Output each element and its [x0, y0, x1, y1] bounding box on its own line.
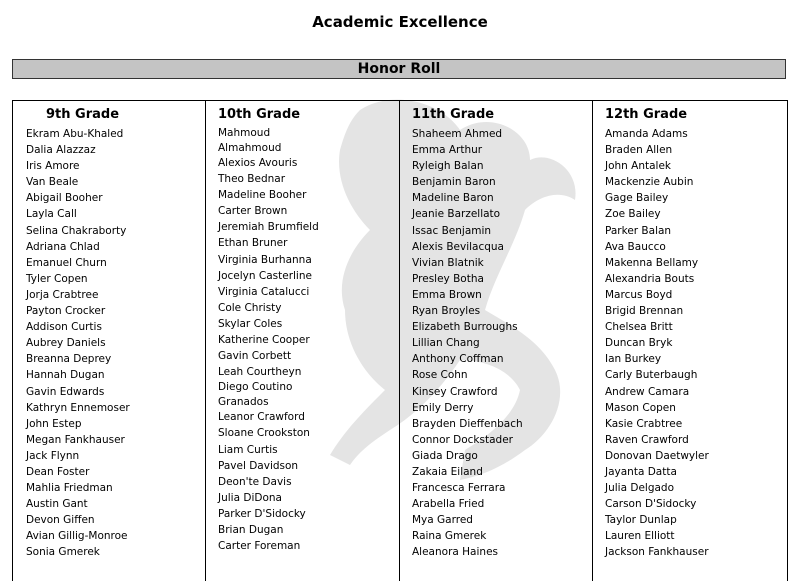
student-name: Diego Coutino Granados [218, 381, 293, 408]
student-name: Taylor Dunlap [605, 514, 677, 527]
student-name: Aleanora Haines [412, 546, 498, 559]
student-name: Kinsey Crawford [412, 385, 498, 398]
student-name: Tyler Copen [26, 272, 88, 285]
student-name: Parker D'Sidocky [218, 507, 306, 520]
student-name: Breanna Deprey [26, 353, 112, 366]
student-name: Skylar Coles [218, 317, 283, 330]
student-name: Andrew Camara [605, 385, 690, 398]
student-name: Lillian Chang [412, 337, 480, 350]
student-name: Deon'te Davis [218, 475, 292, 488]
student-name: Jocelyn Casterline [218, 269, 312, 282]
student-name: Ava Baucco [605, 240, 666, 253]
student-name: Dean Foster [26, 465, 90, 478]
student-name: Emma Arthur [412, 144, 483, 157]
document-title: Academic Excellence [312, 13, 488, 31]
student-name: Parker Balan [605, 224, 672, 237]
student-name: Alexandria Bouts [605, 272, 695, 285]
grade-11-names [412, 126, 523, 561]
student-name: Kasie Crabtree [605, 417, 683, 430]
student-name: Duncan Bryk [605, 337, 673, 350]
student-name: Giada Drago [412, 449, 478, 462]
student-name: Abigail Booher [26, 192, 103, 205]
student-name: Emily Derry [412, 401, 474, 414]
student-name: Sonia Gmerek [26, 546, 100, 559]
student-name: Arabella Fried [412, 498, 485, 511]
student-name: Alexios Avouris [218, 157, 298, 169]
grade-10-column [206, 101, 400, 581]
student-name: Gavin Corbett [218, 350, 292, 363]
student-name: Jack Flynn [26, 449, 80, 462]
student-name: Mahlia Friedman [26, 482, 113, 495]
student-name: Sloane Crookston [218, 427, 310, 440]
grade-10-heading: 10th Grade [218, 107, 301, 122]
student-name: John Antalek [605, 160, 672, 173]
student-name: Ryleigh Balan [412, 160, 484, 173]
student-name: Gage Bailey [605, 192, 669, 205]
student-name: Selina Chakraborty [26, 224, 127, 237]
student-name: Liam Curtis [218, 443, 278, 456]
grade-12-column [593, 101, 788, 581]
student-name: Benjamin Baron [412, 176, 496, 189]
student-name: Anthony Coffman [412, 353, 504, 366]
student-name: Jackson Fankhauser [605, 546, 709, 559]
student-name: Presley Botha [412, 272, 484, 285]
honor-roll-banner: Honor Roll [12, 59, 786, 79]
student-name: Ethan Bruner [218, 237, 288, 250]
student-name: Katherine Cooper [218, 334, 310, 347]
student-name: John Estep [26, 417, 82, 430]
student-name: Leah Courtheyn [218, 366, 302, 379]
student-name: Julia DiDona [218, 491, 282, 504]
student-name: Elizabeth Burroughs [412, 321, 518, 334]
student-name: Chelsea Britt [605, 321, 673, 334]
grade-9-column [13, 101, 206, 581]
student-name: Pavel Davidson [218, 459, 299, 472]
student-name: Francesca Ferrara [412, 482, 506, 495]
student-name: Virginia Burhanna [218, 253, 312, 266]
student-name: Emanuel Churn [26, 256, 107, 269]
grade-12-heading: 12th Grade [605, 107, 688, 122]
student-name: Raven Crawford [605, 433, 689, 446]
grade-9-names [26, 126, 130, 561]
student-name: Julia Delgado [605, 482, 675, 495]
honor-roll-table [12, 100, 788, 581]
student-name: Jeremiah Brumfield [218, 221, 319, 234]
student-name: Brayden Dieffenbach [412, 417, 523, 430]
grade-12-names [605, 126, 709, 561]
student-name: Rose Cohn [412, 369, 468, 382]
student-name: Zoe Bailey [605, 208, 661, 221]
student-name: Addison Curtis [26, 321, 102, 334]
student-name: Connor Dockstader [412, 433, 513, 446]
student-name: Gavin Edwards [26, 385, 105, 398]
student-name: Vivian Blatnik [412, 256, 484, 269]
student-name: Zakaia Eiland [412, 465, 483, 478]
student-name: Avian Gillig-Monroe [26, 530, 128, 543]
student-name: Donovan Daetwyler [605, 449, 709, 462]
student-name: Adriana Chlad [26, 240, 100, 253]
student-name: Mason Copen [605, 401, 676, 414]
student-name: Dalia Alazzaz [26, 144, 96, 157]
student-name: Marcus Boyd [605, 288, 673, 301]
student-name: Ryan Broyles [412, 305, 481, 318]
student-name: Lauren Elliott [605, 530, 675, 543]
student-name: Amanda Adams [605, 128, 688, 140]
student-name: Jayanta Datta [605, 465, 677, 478]
grade-11-heading: 11th Grade [412, 107, 495, 122]
student-name: Theo Bednar [218, 173, 286, 186]
student-name: Raina Gmerek [412, 530, 487, 543]
student-name: Ekram Abu-Khaled [26, 128, 124, 140]
student-name: Virginia Catalucci [218, 285, 310, 298]
student-name: Shaheem Ahmed [412, 128, 503, 140]
student-name: Ian Burkey [605, 353, 662, 366]
student-name: Payton Crocker [26, 305, 106, 318]
student-name: Aubrey Daniels [26, 337, 106, 350]
student-name: Makenna Bellamy [605, 256, 699, 269]
student-name: Brian Dugan [218, 523, 284, 536]
student-name: Devon Giffen [26, 514, 95, 527]
student-name: Carson D'Sidocky [605, 498, 697, 511]
student-name: Austin Gant [26, 498, 88, 511]
student-name: Carter Brown [218, 205, 288, 218]
student-name: Brigid Brennan [605, 305, 684, 318]
student-name: Layla Call [26, 208, 77, 221]
student-name: Emma Brown [412, 288, 482, 301]
student-name: Madeline Baron [412, 192, 494, 205]
student-name: Issac Benjamin [412, 224, 492, 237]
student-name: Iris Amore [26, 160, 80, 173]
student-name: Mackenzie Aubin [605, 176, 694, 189]
student-name: Jorja Crabtree [26, 288, 99, 301]
student-name: Carly Buterbaugh [605, 369, 698, 382]
student-name: Madeline Booher [218, 189, 307, 202]
student-name: Cole Christy [218, 301, 282, 314]
grade-11-column [400, 101, 593, 581]
student-name: Alexis Bevilacqua [412, 240, 504, 253]
student-name: Jeanie Barzellato [412, 208, 501, 221]
student-name: Hannah Dugan [26, 369, 105, 382]
student-name: Leanor Crawford [218, 411, 305, 424]
student-name: Braden Allen [605, 144, 673, 157]
grade-10-names [218, 126, 319, 554]
student-name: Mahmoud Almahmoud [218, 127, 282, 154]
student-name: Mya Garred [412, 514, 473, 527]
student-name: Van Beale [26, 176, 79, 189]
student-name: Carter Foreman [218, 540, 301, 553]
student-name: Megan Fankhauser [26, 433, 125, 446]
student-name: Kathryn Ennemoser [26, 401, 130, 414]
grade-9-heading: 9th Grade [46, 107, 120, 122]
